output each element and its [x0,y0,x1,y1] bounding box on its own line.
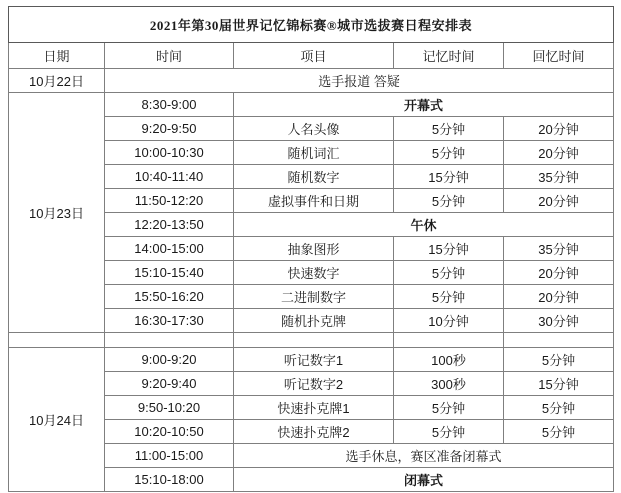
day-date: 10月22日 [9,69,105,93]
row-time: 10:00-10:30 [105,141,234,165]
schedule-table [8,6,614,492]
spacer-row [9,333,614,348]
page-title: 2021年第30届世界记忆锦标赛®城市选拔赛日程安排表 [9,7,614,43]
row-recall-time: 20分钟 [504,285,614,309]
row-memory-time: 5分钟 [394,420,504,444]
row-time: 14:00-15:00 [105,237,234,261]
row-time: 9:50-10:20 [105,396,234,420]
row-time: 9:20-9:50 [105,117,234,141]
row-item: 闭幕式 [234,468,614,492]
row-time: 9:20-9:40 [105,372,234,396]
row-memory-time: 5分钟 [394,261,504,285]
spacer-cell [9,333,105,348]
row-item: 人名头像 [234,117,394,141]
row-item: 快速数字 [234,261,394,285]
row-item: 随机数字 [234,165,394,189]
title-row [9,7,614,43]
spacer-cell [504,333,614,348]
row-memory-time: 15分钟 [394,165,504,189]
row-memory-time: 5分钟 [394,117,504,141]
row-memory-time: 100秒 [394,348,504,372]
table-row [9,69,614,93]
column-header-memory-time: 记忆时间 [394,43,504,69]
column-header-item: 项目 [234,43,394,69]
day-date: 10月24日 [9,348,105,492]
row-item: 抽象图形 [234,237,394,261]
table-row [9,348,614,372]
row-item: 听记数字1 [234,348,394,372]
row-memory-time: 5分钟 [394,396,504,420]
row-item: 午休 [234,213,614,237]
row-time: 11:50-12:20 [105,189,234,213]
row-item: 二进制数字 [234,285,394,309]
row-item: 选手报道 答疑 [105,69,614,93]
column-header-date: 日期 [9,43,105,69]
spacer-cell [234,333,394,348]
spacer-cell [105,333,234,348]
row-time: 10:20-10:50 [105,420,234,444]
row-memory-time: 10分钟 [394,309,504,333]
spacer-cell [394,333,504,348]
row-item: 听记数字2 [234,372,394,396]
row-time: 12:20-13:50 [105,213,234,237]
row-recall-time: 5分钟 [504,420,614,444]
column-header-recall-time: 回忆时间 [504,43,614,69]
row-memory-time: 15分钟 [394,237,504,261]
row-memory-time: 5分钟 [394,141,504,165]
row-recall-time: 5分钟 [504,396,614,420]
row-item: 快速扑克牌2 [234,420,394,444]
row-time: 15:50-16:20 [105,285,234,309]
row-recall-time: 30分钟 [504,309,614,333]
row-item: 虚拟事件和日期 [234,189,394,213]
row-recall-time: 35分钟 [504,237,614,261]
row-item: 选手休息，赛区准备闭幕式 [234,444,614,468]
row-time: 11:00-15:00 [105,444,234,468]
row-time: 8:30-9:00 [105,93,234,117]
column-header-time: 时间 [105,43,234,69]
row-item: 开幕式 [234,93,614,117]
row-item: 随机扑克牌 [234,309,394,333]
row-memory-time: 300秒 [394,372,504,396]
day-date: 10月23日 [9,93,105,333]
row-item: 快速扑克牌1 [234,396,394,420]
row-recall-time: 20分钟 [504,189,614,213]
row-recall-time: 20分钟 [504,261,614,285]
row-recall-time: 35分钟 [504,165,614,189]
table-row [9,93,614,117]
row-time: 15:10-18:00 [105,468,234,492]
header-row [9,43,614,69]
row-recall-time: 20分钟 [504,141,614,165]
row-memory-time: 5分钟 [394,285,504,309]
row-item: 随机词汇 [234,141,394,165]
row-time: 10:40-11:40 [105,165,234,189]
row-time: 16:30-17:30 [105,309,234,333]
row-recall-time: 20分钟 [504,117,614,141]
row-time: 9:00-9:20 [105,348,234,372]
row-time: 15:10-15:40 [105,261,234,285]
row-recall-time: 15分钟 [504,372,614,396]
row-memory-time: 5分钟 [394,189,504,213]
row-recall-time: 5分钟 [504,348,614,372]
